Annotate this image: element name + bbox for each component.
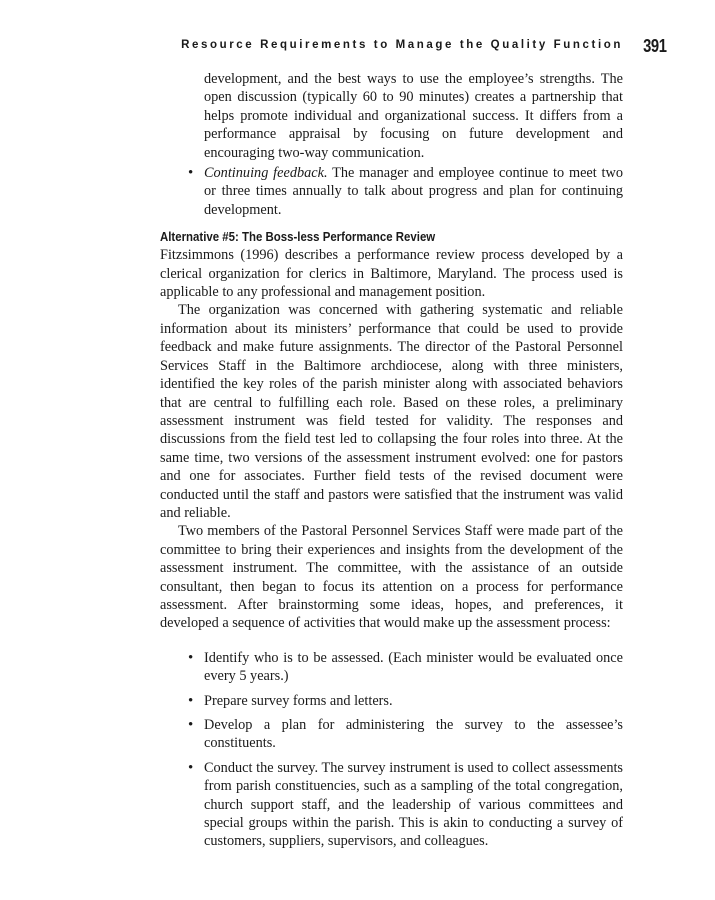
page-number: 391: [643, 36, 667, 56]
list-item: [188, 649, 623, 686]
bullet-list-process: [160, 649, 623, 851]
body-paragraph: Two members of the Pastoral Personnel Services Staff were made part of the committee to bring their experiences and insights from the development of the assessment instrument. The committee, with the assistance of an outside consultant, then began to focus its attention on a process for performance assessment. After brainstorming some ideas, hopes, and preferences, it developed a sequence of activities that would make up the assessment process:: [160, 523, 623, 632]
list-item-text: Identify who is to be assessed. (Each minister would be evaluated once every 5 years.): [204, 649, 623, 685]
section-heading: Alternative #5: The Boss-less Performance Review: [160, 229, 436, 245]
continuation-paragraph: development, and the best ways to use the employee’s strengths. The open discussion (typically 60 to 90 minutes) creates a partnership that helps promote individual and organizational success. It differs from a performance appraisal by focusing on future development and encouraging two-way communication.: [204, 71, 623, 161]
bullet-glyph: •: [188, 165, 194, 182]
running-head: [0, 36, 715, 60]
list-item-text: The manager and employee continue to meet two or three times annually to talk about progress and plan for continuing development.: [204, 165, 623, 218]
list-item-text: Develop a plan for administering the survey to the assessee’s constituents.: [204, 717, 623, 752]
running-head-title: Resource Requirements to Manage the Quality Function: [181, 39, 623, 51]
list-item: [188, 692, 623, 710]
list-item: [188, 164, 623, 219]
list-item-text: Prepare survey forms and letters.: [204, 692, 393, 709]
bullet-glyph: •: [188, 759, 194, 776]
list-item-text: Conduct the survey. The survey instrument is used to collect assessments from parish constituencies, such as a sampling of the total congregation, church support staff, and the leadership of various committees and special groups within the parish. This is akin to conducting a survey of customers, suppliers, supervisors, and colleagues.: [204, 759, 623, 850]
body-paragraph: The organization was concerned with gathering systematic and reliable information about its ministers’ performance that could be used to provide feedback and make future assignments. The director of the Pastoral Personnel Services Staff in the Baltimore archdiocese, along with three ministers, identified the key roles of the parish minister along with associated behaviors that are central to fulfilling each role. Based on these roles, a preliminary assessment instrument was field tested for validity. The responses and discussions from the field test led to collapsing the four roles into three. At the same time, two versions of the assessment instrument evolved: one for pastors and one for associates. Further field tests of the revised document were conducted until the staff and pastors were satisfied that the instrument was valid and reliable.: [160, 302, 623, 521]
page-body: [160, 70, 623, 857]
body-paragraph: Fitzsimmons (1996) describes a performance review process developed by a clerical organization for clerics in Baltimore, Maryland. The process used is applicable to any professional and management position.: [160, 247, 623, 301]
list-item-lead: Continuing feedback.: [204, 165, 328, 182]
bullet-list-top: [160, 164, 623, 219]
bullet-glyph: •: [188, 649, 194, 666]
bullet-glyph: •: [188, 717, 194, 733]
bullet-glyph: •: [188, 692, 194, 709]
list-item: [188, 759, 623, 851]
list-item: [188, 716, 623, 753]
